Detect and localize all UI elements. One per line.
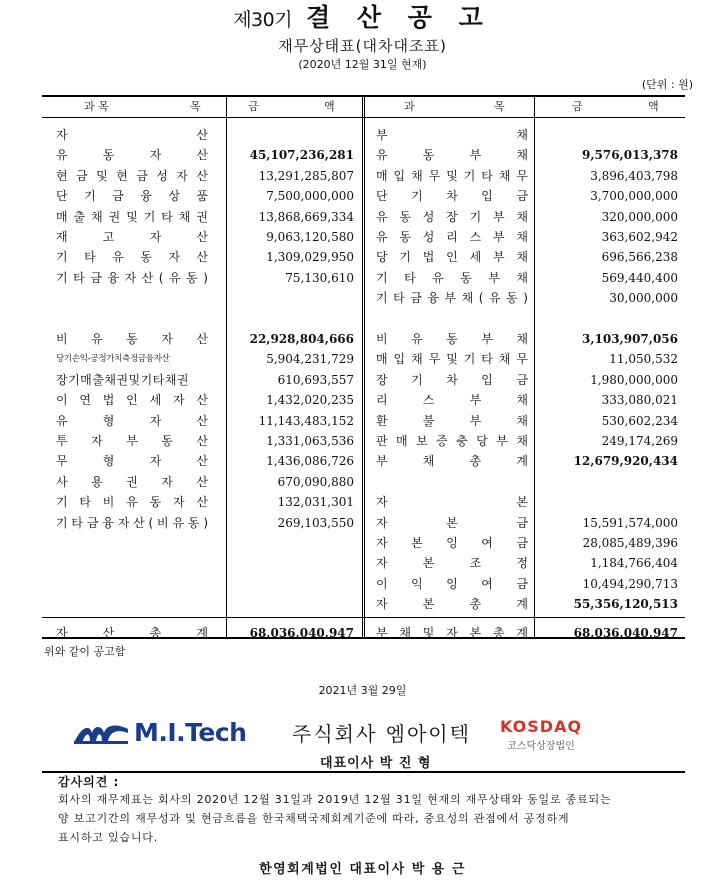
liability-row [42, 145, 685, 165]
liability-amount: 696,566,238 [601, 250, 678, 265]
header-item-left: 과 목 [84, 100, 109, 113]
unit-label: (단위 : 원) [641, 78, 693, 91]
asset-label: 유 형 자 산 [56, 413, 208, 428]
liability-label: 당 기 법 인 세 부 채 [376, 250, 528, 265]
asset-label: 기 타 유 동 자 산 [56, 250, 208, 265]
liability-row [42, 186, 685, 206]
liability-amount: 363,602,942 [601, 230, 678, 244]
notice-text: 위와 같이 공고함 [44, 645, 126, 658]
liability-row [42, 411, 685, 431]
liability-amount: 530,602,234 [601, 413, 678, 428]
liability-row [42, 309, 685, 329]
ceo-name: 대표이사 박 진 형 [320, 756, 432, 771]
asset-label: 기 타 비 유 동 자 산 [56, 495, 208, 510]
asset-amount: 13,291,285,807 [258, 168, 354, 183]
liability-label: 자 본 총 계 [376, 597, 528, 612]
asset-amount: 610,693,557 [277, 372, 354, 387]
liability-row [42, 125, 685, 145]
asset-amount: 7,500,000,000 [266, 189, 354, 204]
assets-total-label: 자 산 총 계 [56, 626, 208, 640]
asset-label: 기 타 금 융 자 산 ( 유 동 ) [56, 270, 208, 285]
liability-row [42, 553, 685, 573]
liability-amount: 11,050,532 [609, 352, 678, 367]
audit-opinion-line-3: 표시하고 있습니다. [58, 831, 159, 844]
kosdaq-badge [500, 717, 582, 752]
liability-amount: 3,896,403,798 [590, 168, 678, 183]
liability-label: 판 매 보 증 충 당 부 채 [376, 434, 528, 448]
liability-row [42, 533, 685, 553]
liability-label: 자 본 금 [376, 515, 528, 530]
audit-opinion-line-2: 양 보고기간의 재무성과 및 현금흐름을 한국채택국제회계기준에 따라, 중요성의 관점에서 공정하게 [58, 812, 570, 825]
liab-equity-total-amount: 68,036,040,947 [573, 626, 678, 640]
liability-label: 비 유 동 부 채 [376, 332, 528, 346]
liability-label: 단 기 차 입 금 [376, 189, 528, 204]
fiscal-period: 제30기 [233, 9, 293, 31]
asset-label: 매 출 채 권 및 기 타 채 권 [56, 209, 208, 224]
liability-row [42, 166, 685, 186]
announcement-date: 2021년 3월 29일 [318, 684, 407, 697]
asset-amount: 75,130,610 [285, 270, 354, 285]
liability-label: 기 타 금 융 부 채 ( 유 동 ) [376, 291, 528, 306]
company-name: 주식회사 엠아이텍 [292, 722, 471, 746]
header-amount-right: 금 [572, 100, 583, 113]
asset-amount: 269,103,550 [277, 515, 354, 530]
liability-row [42, 492, 685, 512]
asset-amount: 9,063,120,580 [266, 230, 354, 244]
as-of-date: (2020년 12월 31일 현재) [298, 58, 427, 71]
asset-amount: 22,928,804,666 [249, 332, 354, 346]
liability-amount: 333,080,021 [601, 393, 678, 408]
asset-amount: 5,904,231,729 [266, 352, 354, 367]
asset-amount: 45,107,236,281 [249, 148, 354, 163]
liability-label: 매 입 채 무 및 기 타 채 무 [376, 352, 528, 367]
liability-row [42, 472, 685, 492]
liability-amount: 55,356,120,513 [573, 597, 678, 612]
asset-label: 무 형 자 산 [56, 454, 208, 469]
liability-label: 이 익 잉 여 금 [376, 576, 528, 591]
liability-row [42, 451, 685, 471]
asset-amount: 1,436,086,726 [266, 454, 354, 469]
liability-amount: 569,440,400 [601, 270, 678, 285]
liability-label: 리 스 부 채 [376, 393, 528, 408]
liability-label: 유 동 성 리 스 부 채 [376, 230, 528, 244]
asset-label: 당기손익-공정가치측정금융자산 [56, 354, 170, 365]
totals-row [42, 623, 685, 643]
asset-amount: 1,309,029,950 [266, 250, 354, 265]
audit-opinion-heading: 감사의견 : [58, 775, 120, 789]
liab-equity-total-label: 부 채 및 자 본 총 계 [376, 626, 528, 640]
liability-label: 유 동 부 채 [376, 148, 528, 163]
liability-row [42, 227, 685, 247]
liability-row [42, 349, 685, 369]
kosdaq-text: KOSDAQ [500, 717, 583, 736]
header-amount-right-2: 액 [648, 100, 659, 113]
statement-title: 재무상태표(대차대조표) [278, 37, 447, 55]
liability-label: 부 채 총 계 [376, 454, 528, 469]
liability-label: 유 동 성 장 기 부 채 [376, 209, 528, 224]
header-item-right-2: 목 [494, 100, 505, 113]
asset-label: 현 금 및 현 금 성 자 산 [56, 168, 208, 183]
liability-amount: 320,000,000 [601, 209, 678, 224]
asset-amount: 1,331,063,536 [266, 434, 354, 448]
asset-label: 기 타 금 융 자 산 ( 비 유 동 ) [56, 515, 208, 530]
asset-label: 자 산 [56, 128, 208, 142]
liability-row [42, 329, 685, 349]
liability-amount: 3,103,907,056 [581, 332, 678, 346]
assets-total-amount: 68,036,040,947 [249, 626, 354, 640]
liability-label: 부 채 [376, 128, 528, 142]
liability-label: 장 기 차 입 금 [376, 372, 528, 387]
liability-label: 자 본 조 정 [376, 556, 528, 571]
header-amount-left-2: 액 [324, 100, 335, 113]
auditor-signature: 한영회계법인 대표이사 박 용 근 [259, 862, 466, 877]
asset-label: 이 연 법 인 세 자 산 [56, 393, 208, 408]
company-logo [72, 718, 246, 747]
liability-amount: 12,679,920,434 [573, 454, 678, 469]
liability-row [42, 513, 685, 533]
logo-text: M.I.Tech [134, 718, 247, 747]
liability-amount: 28,085,489,396 [582, 536, 678, 550]
asset-amount: 11,143,483,152 [258, 413, 354, 428]
liability-row [42, 431, 685, 451]
liability-row [42, 594, 685, 614]
liability-row [42, 390, 685, 410]
asset-label: 사 용 권 자 산 [56, 474, 208, 489]
asset-label: 비 유 동 자 산 [56, 332, 208, 346]
liability-amount: 9,576,013,378 [581, 148, 678, 163]
header-item-right: 과 [404, 100, 415, 113]
announcement-title: 결 산 공 고 [306, 3, 492, 32]
liability-row [42, 268, 685, 288]
balance-sheet-table [42, 95, 685, 639]
section-rule [42, 771, 685, 773]
liability-row [42, 207, 685, 227]
total-separator [42, 617, 685, 618]
asset-label: 단 기 금 융 상 품 [56, 189, 208, 204]
audit-opinion-line-1: 회사의 재무제표는 회사의 2020년 12월 31일과 2019년 12월 31일 현재의 재무상태와 동일로 종료되는 [58, 793, 612, 806]
liability-label: 매 입 채 무 및 기 타 채 무 [376, 168, 528, 183]
liability-row [42, 288, 685, 308]
mit-logo-icon [72, 719, 130, 747]
liability-label: 환 불 부 채 [376, 413, 528, 428]
liability-row [42, 574, 685, 594]
kosdaq-subtext: 코스닥상장법인 [507, 741, 575, 752]
header-amount-left: 금 [248, 100, 259, 113]
asset-amount: 670,090,880 [277, 474, 354, 489]
asset-label: 유 동 자 산 [56, 148, 208, 163]
asset-label: 장기매출채권및기타채권 [56, 372, 190, 387]
liability-amount: 1,184,766,404 [590, 556, 678, 571]
liability-amount: 249,174,269 [601, 434, 678, 448]
liability-row [42, 247, 685, 267]
liability-amount: 30,000,000 [609, 291, 678, 306]
liability-amount: 10,494,290,713 [582, 576, 678, 591]
liability-amount: 1,980,000,000 [590, 372, 678, 387]
liability-label: 자 본 [376, 495, 528, 510]
asset-amount: 13,868,669,334 [258, 209, 354, 224]
liability-label: 자 본 잉 여 금 [376, 536, 528, 550]
asset-label: 재 고 자 산 [56, 230, 208, 244]
asset-amount: 132,031,301 [277, 495, 354, 510]
liability-label: 기 타 유 동 부 채 [376, 270, 528, 285]
document-title [0, 0, 725, 36]
liability-row [42, 370, 685, 390]
liability-amount: 15,591,574,000 [582, 515, 678, 530]
header-item-left-2: 목 [190, 100, 201, 113]
asset-amount: 1,432,020,235 [266, 393, 354, 408]
liability-amount: 3,700,000,000 [590, 189, 678, 204]
asset-label: 투 자 부 동 산 [56, 434, 208, 448]
